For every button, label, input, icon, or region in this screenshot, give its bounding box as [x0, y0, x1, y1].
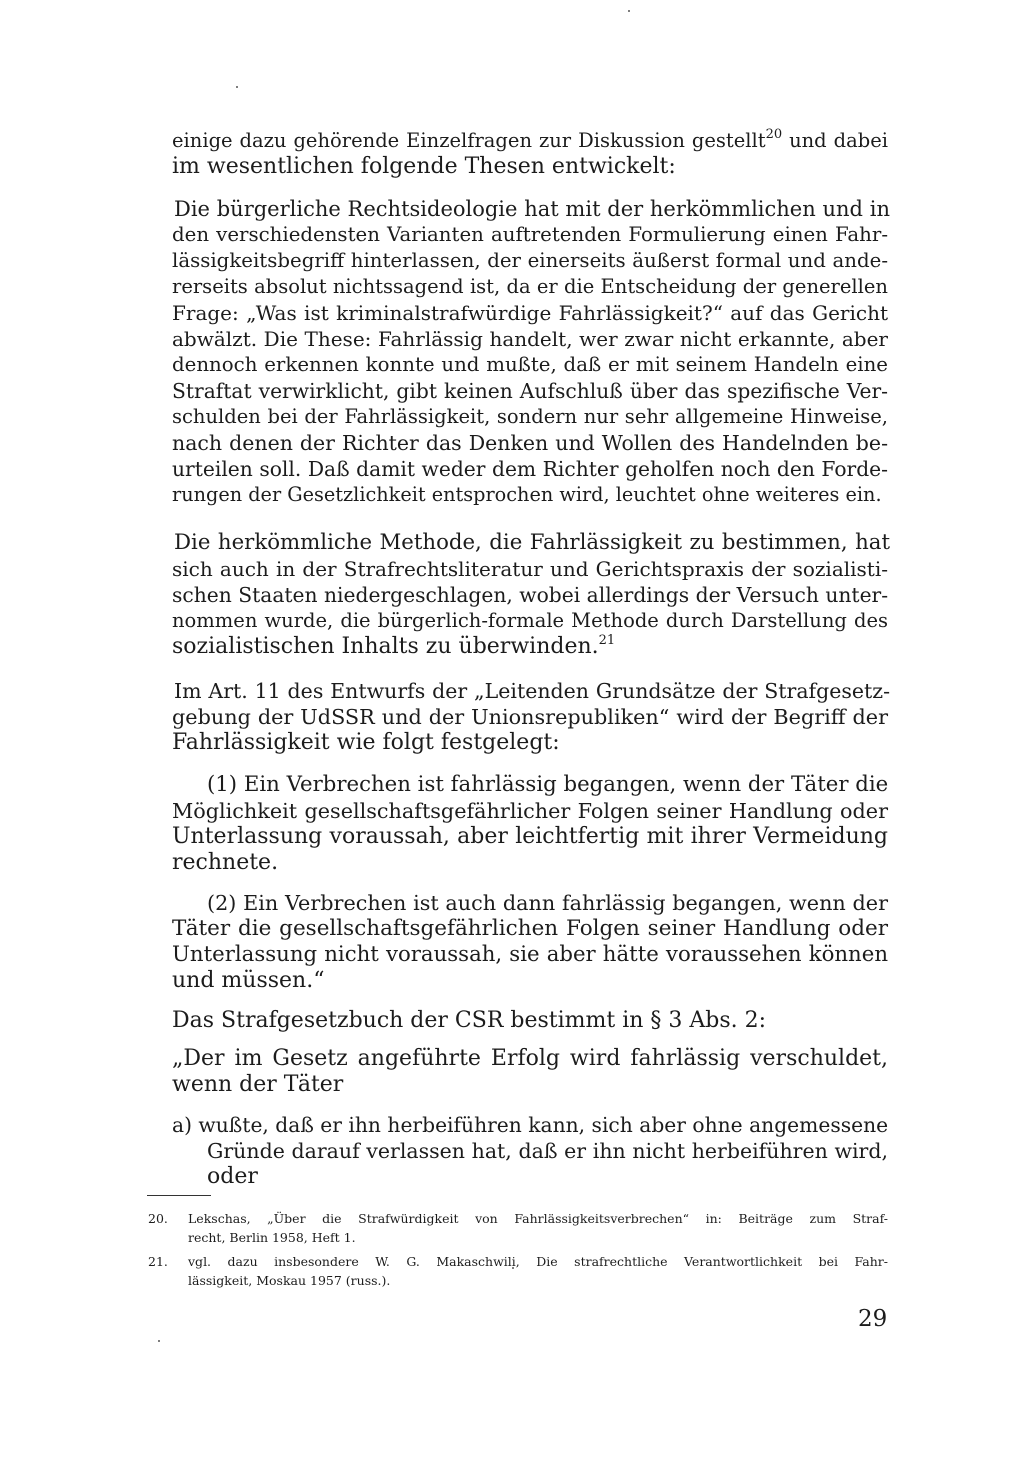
- quote-line: wenn der Täter: [172, 1072, 344, 1097]
- body-line: sozialistischen Inhalts zu überwinden.$^{21}$: [172, 633, 616, 659]
- body-line: sich auch in der Strafrechtsliteratur und Gerichtspraxis der sozialisti-: [172, 557, 888, 581]
- scan-speck: [628, 10, 630, 12]
- body-line: urteilen soll. Daß damit weder dem Richter geholfen noch den Forde-: [172, 457, 888, 481]
- footnote-21-line: lässigkeit, Moskau 1957 (russ.).: [188, 1273, 391, 1288]
- list-item-a-continuation: Gründe darauf verlassen hat, daß er ihn nicht herbeiführen wird,: [207, 1139, 888, 1163]
- body-line: Straftat verwirklicht, gibt keinen Aufschluß über das spezifische Ver-: [172, 379, 888, 403]
- body-line: dennoch erkennen konnte und mußte, daß er mit seinem Handeln eine: [172, 353, 888, 376]
- list-item-a: a) wußte, daß er ihn herbeiführen kann, sich aber ohne angemessene: [172, 1113, 889, 1137]
- body-line: nommen wurde, die bürgerlich-formale Methode durch Darstellung des: [172, 609, 888, 632]
- quote-line: Täter die gesellschaftsgefährlichen Folgen seiner Handlung oder: [172, 916, 888, 941]
- page-number: 29: [858, 1306, 888, 1332]
- quote-line: (1) Ein Verbrechen ist fahrlässig begangen, wenn der Täter die: [207, 772, 889, 797]
- body-line: Die bürgerliche Rechtsideologie hat mit der herkömmlichen und in: [174, 197, 890, 221]
- body-line: den verschiedensten Varianten auftretenden Formulierung einen Fahr-: [172, 223, 888, 246]
- quote-line: rechnete.: [172, 850, 279, 875]
- quote-line: (2) Ein Verbrechen ist auch dann fahrlässig begangen, wenn der: [207, 891, 888, 915]
- quote-line: Möglichkeit gesellschaftsgefährlicher Folgen seiner Handlung oder: [172, 799, 888, 823]
- body-line: im wesentlichen folgende Thesen entwickelt:: [172, 154, 676, 179]
- footnote-ref-21: 21: [598, 633, 616, 648]
- body-line: abwälzt. Die These: Fahrlässig handelt, wer zwar nicht erkannte, aber: [172, 327, 888, 351]
- body-line: schulden bei der Fahrlässigkeit, sondern nur sehr allgemeine Hinweise,: [172, 405, 888, 428]
- body-line: schen Staaten niedergeschlagen, wobei allerdings der Versuch unter-: [172, 583, 889, 607]
- scan-speck: [236, 86, 238, 88]
- body-line: rungen der Gesetzlichkeit entsprochen wird, leuchtet ohne weiteres ein.: [172, 483, 882, 506]
- quote-line: und müssen.“: [172, 968, 325, 993]
- footnote-number-20: 20.: [148, 1211, 168, 1226]
- footnote-number-21: 21.: [148, 1254, 168, 1269]
- body-line: einige dazu gehörende Einzelfragen zur Diskussion gestellt$^{20}$ und dabei: [172, 127, 888, 152]
- footnote-20-line: recht, Berlin 1958, Heft 1.: [188, 1230, 356, 1245]
- footnote-divider: [147, 1195, 211, 1196]
- quote-line: „Der im Gesetz angeführte Erfolg wird fahrlässig verschuldet,: [172, 1046, 888, 1071]
- body-line: Frage: „Was ist kriminalstrafwürdige Fahrlässigkeit?“ auf das Gericht: [172, 301, 888, 325]
- body-line: lässigkeitsbegriff hinterlassen, der einerseits äußerst formal und ande-: [172, 249, 888, 272]
- body-line: Fahrlässigkeit wie folgt festgelegt:: [172, 730, 560, 755]
- list-item-a-continuation: oder: [207, 1164, 258, 1189]
- footnote-21-line: vgl. dazu insbesondere W. G. Makaschwili, Die strafrechtliche Verantwortlichkeit bei Fahr-: [188, 1254, 888, 1269]
- body-line: rerseits absolut nichtssagend ist, da er die Entscheidung der generellen: [172, 275, 888, 298]
- body-line: nach denen der Richter das Denken und Wollen des Handelnden be-: [172, 431, 888, 455]
- footnote-ref-20: 20: [765, 127, 783, 142]
- body-line: Die herkömmliche Methode, die Fahrlässigkeit zu bestimmen, hat: [174, 530, 890, 555]
- body-line: Das Strafgesetzbuch der CSR bestimmt in § 3 Abs. 2:: [172, 1008, 767, 1033]
- body-line: Im Art. 11 des Entwurfs der „Leitenden Grundsätze der Strafgesetz-: [174, 679, 890, 703]
- quote-line: Unterlassung voraussah, aber leichtfertig mit ihrer Vermeidung: [172, 824, 888, 849]
- body-line: gebung der UdSSR und der Unionsrepubliken“ wird der Begriff der: [172, 705, 888, 729]
- footnote-20-line: Lekschas, „Über die Strafwürdigkeit von Fahrlässigkeitsverbrechen“ in: Beiträge zum Straf-: [188, 1211, 888, 1226]
- scan-speck: [158, 1340, 160, 1342]
- quote-line: Unterlassung nicht voraussah, sie aber hätte voraussehen können: [172, 942, 888, 967]
